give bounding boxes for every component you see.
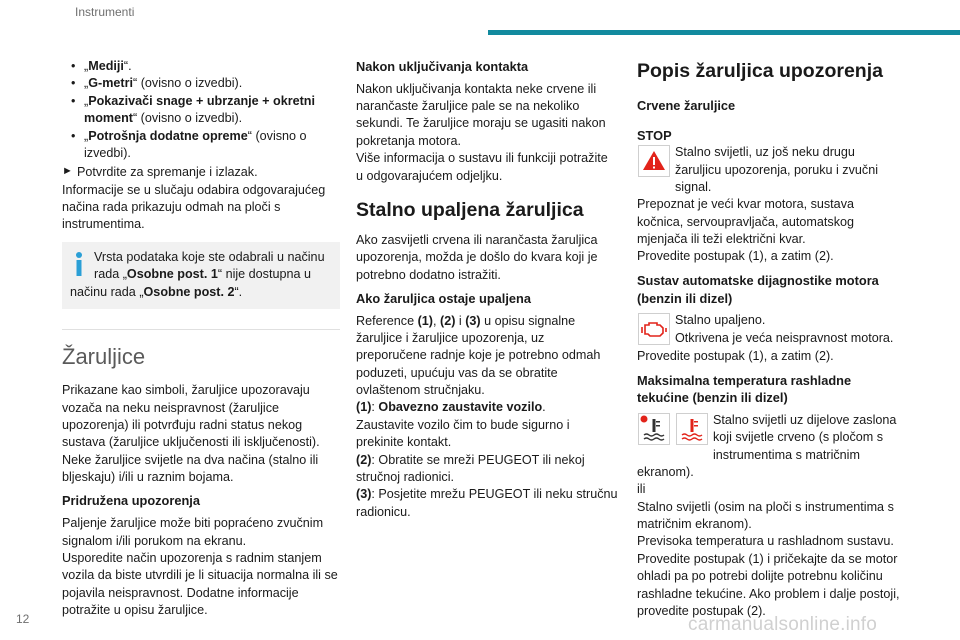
arrow-right-icon: ► — [62, 165, 73, 178]
paragraph: Reference (1), (2) i (3) u opisu signalne žaruljice i žaruljice upozorenja, uz preporučene radnje koje je potrebno odmah poduzeti, upućuju vas da se obratite ovlaštenom stručnjaku. — [356, 313, 601, 398]
subheading: Nakon uključivanja kontakta — [356, 59, 529, 74]
info-paragraph: Informacije se u slučaju odabira odgovarajućeg načina rada prikazuju odmah na ploči s instrumentima. — [62, 182, 326, 232]
coolant-lamp — [637, 412, 901, 482]
paragraph: (2): Obratite se mreži PEUGEOT ili nekoj stručnoj radionici. — [356, 452, 585, 484]
coolant-temperature-icon — [637, 412, 671, 446]
warning-triangle-icon — [637, 144, 671, 178]
column-middle — [356, 58, 618, 527]
page-header-title: Instrumenti — [75, 5, 135, 19]
subheading: Ako žaruljica ostaje upaljena — [356, 290, 531, 306]
column-right — [637, 58, 901, 626]
watermark: carmanualsonline.info — [688, 614, 878, 635]
paragraph: Prepoznat je veći kvar motora, sustava kočnica, servoupravljača, automatskog mjenjača ili teži električni kvar. Provedite postupak (1), a zatim (2). — [637, 197, 855, 264]
heading: Stalno upaljena žaruljica — [356, 198, 584, 221]
list-item: • „Mediji“. — [62, 58, 340, 75]
subheading: Pridružena upozorenja — [62, 493, 200, 509]
mode-list — [62, 58, 340, 162]
subheading: Crvene žaruljice — [637, 97, 736, 113]
paragraph: (3): Posjetite mrežu PEUGEOT ili neku stručnu radionicu. — [356, 487, 618, 519]
paragraph: Stalno svijetli, uz još neku drugu žaruljicu upozorenja, poruku i zvučni signal. — [675, 145, 879, 194]
stop-label: STOP — [637, 127, 672, 143]
stop-lamp — [637, 144, 901, 196]
paragraph: Ako zasvijetli crvena ili narančasta žaruljica upozorenja, možda je došlo do kvara koji je potrebno dodatno istražiti. — [356, 232, 598, 282]
column-left — [62, 58, 340, 625]
info-note: Vrsta podataka koje ste odabrali u načinu rada „Osobne post. 1“ nije dostupna u načinu rada „Osobne post. 2“. — [62, 242, 340, 309]
subheading: Sustav automatske dijagnostike motora (benzin ili dizel) — [637, 272, 879, 306]
list-item: • „Potrošnja dodatne opreme“ (ovisno o izvedbi). — [62, 128, 340, 163]
paragraph: (1): Obavezno zaustavite vozilo. — [356, 400, 546, 415]
list-item: • „Pokazivači snage + ubrzanje + okretni moment“ (ovisno o izvedbi). — [62, 93, 340, 128]
page-header-bar — [488, 30, 960, 35]
page-number: 12 — [16, 612, 30, 626]
info-icon — [70, 251, 88, 277]
heading: Popis žaruljica upozorenja — [637, 60, 883, 82]
section-title: Žaruljice — [62, 329, 340, 372]
confirm-instruction: ► Potvrdite za spremanje i izlazak. — [62, 165, 258, 180]
section-paragraph: Prikazane kao simboli, žaruljice upozoravaju vozača na neku neispravnost (žaruljice upozorenja) ili potvrđuju radni status nekog sustava (žaruljice uključenosti ili isključenosti). Neke žaruljice svijetle na dva načina (stalno ili bljeskaju) i/ili u raznim bojama. — [62, 383, 320, 485]
coolant-temperature-icon — [675, 412, 709, 446]
paragraph: Provedite postupak (1), a zatim (2). — [637, 349, 834, 364]
list-item: • „G-metri“ (ovisno o izvedbi). — [62, 75, 340, 92]
subheading: Maksimalna temperatura rashladne tekućine (benzin ili dizel) — [637, 372, 852, 406]
paragraph: ili Stalno svijetli (osim na ploči s instrumentima s matričnim ekranom). Previsoka temperatura u rashladnom sustavu. Provedite postupak (1) i pričekajte da se motor ohladi pa po potrebi dolijte potrebnu količinu rashladne tekućine. Ako problem i dalje postoji, provedite postupak (2). — [637, 482, 900, 618]
paragraph: Paljenje žaruljice može biti popraćeno zvučnim signalom i/ili porukom na ekranu. Usporedite način upozorenja s radnim stanjem vozila da biste utvrdili je li situacija normalna ili se pojavila neispravnost. Dodatne informacije potražite u opisu žaruljice. — [62, 516, 338, 618]
engine-icon — [637, 312, 671, 346]
paragraph: Zaustavite vozilo čim to bude sigurno i prekinite kontakt. — [356, 417, 570, 450]
engine-lamp — [637, 312, 901, 348]
paragraph: Nakon uključivanja kontakta neke crvene ili narančaste žaruljice pale se na nekoliko sekundi. Te žaruljice moraju se ugasiti nakon pokretanja motora. Više informacija o sustavu ili funkciji potražite u odgovarajućem odjeljku. — [356, 81, 608, 183]
paragraph: Stalno upaljeno. Otkrivena je veća neispravnost motora. — [675, 313, 894, 345]
paragraph: Stalno svijetli uz dijelove zaslona koji svijetle crveno (s pločom s instrumentima s matričnim ekranom). — [637, 412, 897, 479]
